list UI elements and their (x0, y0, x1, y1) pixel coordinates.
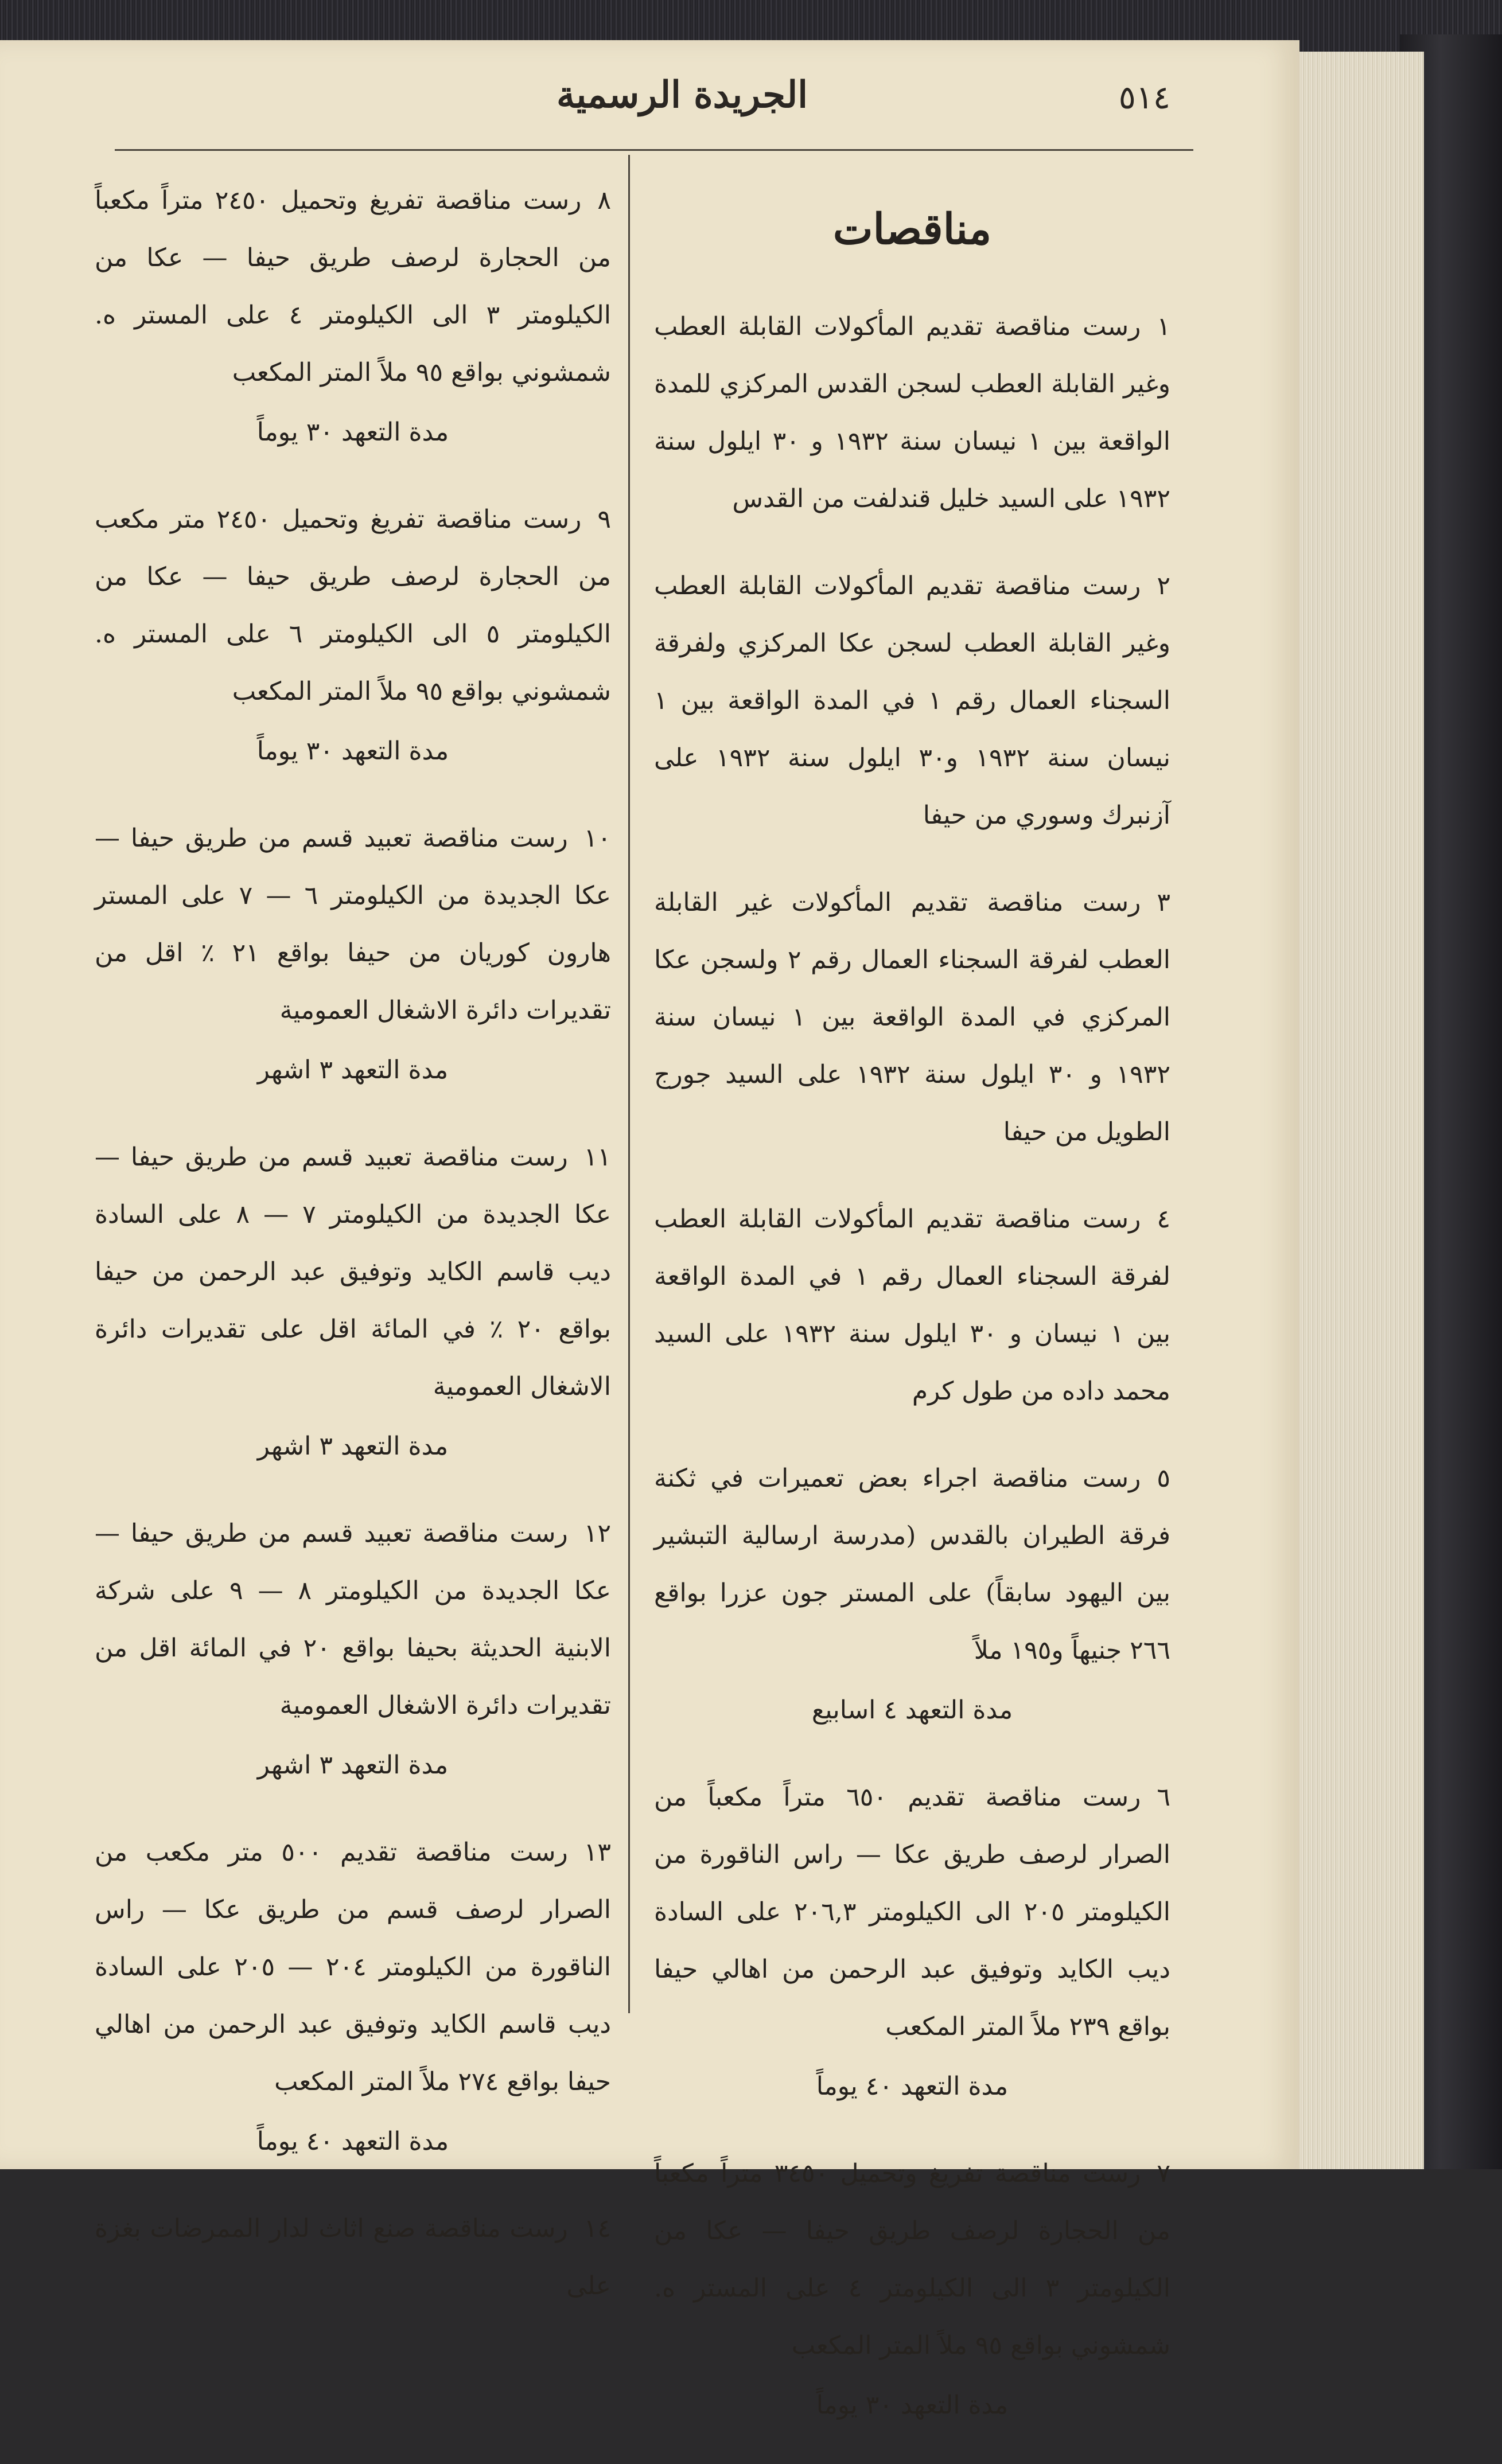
contract-term: مدة التعهد ٤ اسابيع (811, 1695, 1013, 1725)
tender-number: ٤ (1157, 1204, 1170, 1234)
tender-text: رست مناقصة اجراء بعض تعميرات في ثكنة فرقة الطيران بالقدس (مدرسة ارسالية التبشير بين اليهود سابقاً) على المستر جون عزرا بواقع ٢٦٦ جنيهاً و١٩٥ ملاً (654, 1464, 1170, 1665)
tender-item (654, 2145, 1170, 2434)
tender-item (95, 810, 611, 1099)
tender-number: ٩ (597, 505, 611, 534)
tender-number: ١ (1157, 312, 1170, 341)
tender-text: رست مناقصة تعبيد قسم من طريق حيفا — عكا الجديدة من الكيلومتر ٨ — ٩ على شركة الابنية الحديثة بحيفا بواقع ٢٠ في المائة اقل من تقديرات دائرة الاشغال العمومية (95, 1519, 612, 1720)
tender-text: رست مناقصة تعبيد قسم من طريق حيفا — عكا الجديدة من الكيلومتر ٧ — ٨ على السادة ديب قاسم الكايد وتوفيق عبد الرحمن من حيفا بواقع ٢٠ ٪ في المائة اقل على تقديرات دائرة الاشغال العمومية (95, 1143, 612, 1401)
tender-item (95, 1505, 611, 1794)
tender-text: رست مناقصة تفريغ وتحميل ٢٤٥٠ متراً مكعباً من الحجارة لرصف طريق حيفا — عكا من الكيلومتر ٣ الى الكيلومتر ٤ على المستر ه. شمشوني بواقع ٩٥ ملاً المتر المكعب (95, 186, 611, 387)
tender-item (95, 1129, 611, 1475)
tender-item (654, 1450, 1170, 1739)
page-header (115, 68, 1193, 142)
tender-text: رست مناقصة تقديم المأكولات القابلة العطب لفرقة السجناء العمال رقم ١ في المدة الواقعة بين ١ نيسان و ٣٠ ايلول سنة ١٩٣٢ على السيد محمد داده من طول كرم (654, 1204, 1171, 1406)
tender-text: رست مناقصة تقديم المأكولات القابلة العطب وغير القابلة العطب لسجن عكا المركزي ولفرقة السجناء العمال رقم ١ في المدة الواقعة بين ١ نيسان سنة ١٩٣٢ و٣٠ ايلول سنة ١٩٣٢ على آزنبرك وسوري من حيفا (654, 571, 1171, 830)
tender-text: رست مناقصة تقديم المأكولات غير القابلة العطب لفرقة السجناء العمال رقم ٢ ولسجن عكا المركزي في المدة الواقعة بين ١ نيسان سنة ١٩٣٢ و ٣٠ ايلول سنة ١٩٣٢ على السيد جورج الطويل من حيفا (654, 888, 1171, 1147)
tender-item (95, 491, 611, 780)
header-rule (115, 149, 1193, 151)
tender-item (654, 1191, 1170, 1420)
tender-number: ٢ (1157, 571, 1170, 601)
tender-text: رست مناقصة صنع اثاث لدار الممرضات بغزة على (95, 2214, 611, 2301)
contract-term: مدة التعهد ٣٠ يوماً (256, 736, 449, 766)
contract-term: مدة التعهد ٣٠ يوماً (256, 418, 449, 447)
section-heading: مناقصات (832, 205, 992, 254)
tender-number: ٦ (1157, 1783, 1170, 1812)
tender-item (95, 2200, 611, 2315)
contract-term: مدة التعهد ٤٠ يوماً (256, 2127, 449, 2156)
tender-number: ٣ (1157, 888, 1170, 917)
page-number: ٥١٤ (1118, 79, 1170, 116)
tender-text: رست مناقصة تقديم المأكولات القابلة العطب وغير القابلة العطب لسجن القدس المركزي للمدة الواقعة بين ١ نيسان سنة ١٩٣٢ و ٣٠ ايلول سنة ١٩٣٢ على السيد خليل قندلفت من القدس (654, 312, 1170, 513)
tender-number: ١١ (583, 1143, 611, 1172)
tender-text: رست مناقصة تفريغ وتحميل ٣٤٥٠ متراً مكعباً من الحجارة لرصف طريق حيفا — عكا من الكيلومتر ٣ الى الكيلومتر ٤ على المستر ه. شمشوني بواقع ٩٥ ملاً المتر المكعب (654, 2159, 1170, 2360)
tender-item (654, 1769, 1170, 2115)
tender-item (95, 1824, 611, 2170)
tender-text: رست مناقصة تقديم ٥٠٠ متر مكعب من الصرار لرصف قسم من طريق عكا — راس الناقورة من الكيلومتر ٢٠٤ — ٢٠٥ على السادة ديب قاسم الكايد وتوفيق عبد الرحمن من اهالي حيفا بواقع ٢٧٤ ملاً المتر المكعب (95, 1838, 611, 2096)
tender-text: رست مناقصة تفريغ وتحميل ٢٤٥٠ متر مكعب من الحجارة لرصف طريق حيفا — عكا من الكيلومتر ٥ الى الكيلومتر ٦ على المستر ه. شمشوني بواقع ٩٥ ملاً المتر المكعب (95, 505, 611, 706)
tender-text: رست مناقصة تقديم ٦٥٠ متراً مكعباً من الصرار لرصف طريق عكا — راس الناقورة من الكيلومتر ٢٠٥ الى الكيلومتر ٢٠٦,٣ على السادة ديب الكايد وتوفيق عبد الرحمن من اهالي حيفا بواقع ٢٣٩ ملاً المتر المكعب (654, 1783, 1170, 2041)
contract-term: مدة التعهد ٤٠ يوماً (816, 2072, 1009, 2101)
right-column (654, 172, 1170, 2464)
journal-title: الجريدة الرسمية (557, 73, 808, 116)
contract-term: مدة التعهد ٣ اشهر (257, 1055, 449, 1085)
tender-number: ١٢ (583, 1519, 611, 1548)
contract-term: مدة التعهد ٣ اشهر (257, 1750, 449, 1780)
tender-number: ٥ (1157, 1464, 1170, 1493)
tender-number: ٧ (1157, 2159, 1170, 2188)
tender-number: ٨ (597, 186, 611, 215)
tender-item (654, 874, 1170, 1161)
contract-term: مدة التعهد ٣ اشهر (257, 1432, 449, 1461)
tender-text: رست مناقصة تعبيد قسم من طريق حيفا — عكا الجديدة من الكيلومتر ٦ — ٧ على المستر هارون كوريان من حيفا بواقع ٢١ ٪ اقل من تقديرات دائرة الاشغال العمومية (95, 824, 611, 1025)
tender-number: ١٣ (583, 1838, 611, 1867)
contract-term: مدة التعهد ٣٠ يوماً (816, 2391, 1009, 2420)
page-edges (1285, 52, 1424, 2169)
tender-item (95, 172, 611, 461)
tender-number: ١٠ (583, 824, 611, 853)
tender-item (654, 298, 1170, 528)
tender-number: ١٤ (583, 2214, 611, 2243)
left-column (95, 172, 611, 2345)
column-divider (628, 155, 630, 2013)
tender-item (654, 557, 1170, 844)
document-page (0, 40, 1299, 2420)
